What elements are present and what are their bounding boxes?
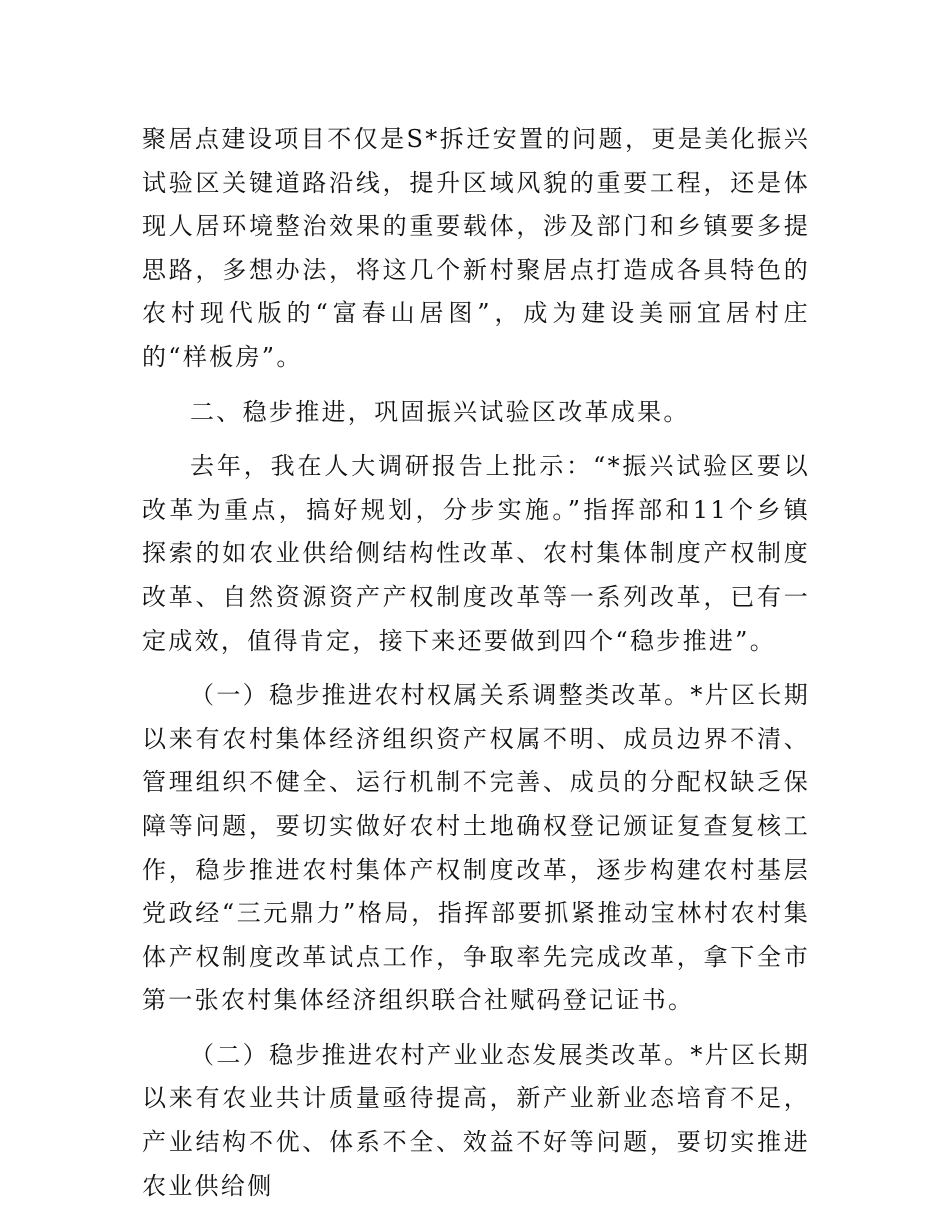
document-body [142,118,810,1208]
paragraph-gap [142,1023,810,1034]
paragraph: 去年，我在人大调研报告上批示：“*振兴试验区要以改革为重点，搞好规划，分步实施。”指挥部和11个乡镇探索的如农业供给侧结构性改革、农村集体制度产权制度改革、自然资源资产产权制度改革等一系列改革，已有一定成效，值得肯定，接下来还要做到四个“稳步推进”。 [142,452,810,655]
paragraph-continuation: 聚居点建设项目不仅是S*拆迁安置的问题，更是美化振兴试验区关键道路沿线，提升区域风貌的重要工程，还是体现人居环境整治效果的重要载体，涉及部门和乡镇要多提思路，多想办法，将这几个新村聚居点打造成各具特色的农村现代版的“富春山居图”，成为建设美丽宜居村庄的“样板房”。 [142,125,810,371]
section-heading: 二、稳步推进，巩固振兴试验区改革成果。 [190,397,690,426]
paragraph-gap [142,434,810,445]
paragraph-gap [142,380,810,391]
subsection-paragraph: （一）稳步推进农村权属关系调整类改革。*片区长期以来有农村集体经济组织资产权属不明、成员边界不清、管理组织不健全、运行机制不完善、成员的分配权缺乏保障等问题，要切实做好农村土地确权登记颁证复查复核工作，稳步推进农村集体产权制度改革，逐步构建农村基层党政经“三元鼎力”格局，指挥部要抓紧推动宝林村农村集体产权制度改革试点工作，争取率先完成改革，拿下全市第一张农村集体经济组织联合社赋码登记证书。 [142,681,810,1015]
paragraph-gap [142,663,810,674]
subsection-paragraph: （二）稳步推进农村产业业态发展类改革。*片区长期以来有农业共计质量亟待提高，新产业新业态培育不足，产业结构不优、体系不全、效益不好等问题，要切实推进农业供给侧 [142,1040,810,1200]
